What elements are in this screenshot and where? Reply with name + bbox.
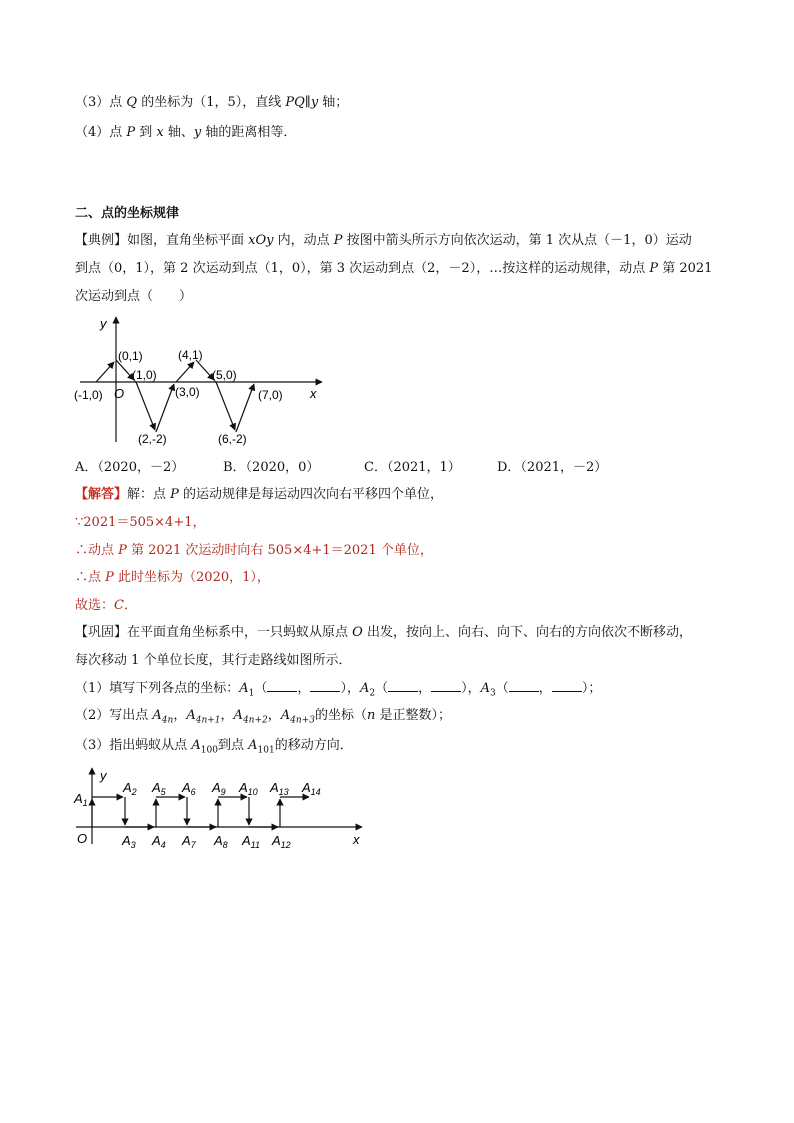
point-label: (1,0) (132, 368, 157, 382)
point-label: $A_1$ (74, 791, 88, 808)
point-label: (5,0) (212, 368, 237, 382)
question-2: （2）写出点 $A_{4n}$，$A_{4n+1}$，$A_{4n+2}$，$A_{4n+3}$的坐标（n 是正整数）； (75, 708, 451, 726)
option-b[interactable]: B．（2020，0） (223, 460, 320, 475)
point-label: $A_{10}$ (239, 780, 258, 797)
svg-text:y: y (100, 768, 107, 783)
solution-line-1: 【解答】解：点 P 的运动规律是每运动四次向右平移四个单位， (75, 487, 444, 502)
point-label: (7,0) (258, 388, 283, 402)
axis-y-label: y (100, 316, 107, 331)
point-label: $A_{12}$ (272, 833, 291, 850)
answer-blank[interactable] (552, 680, 582, 692)
question-1: （1）填写下列各点的坐标：$A_1$（ ， ），$A_2$（ ， ），$A_3$（ ， ）； (75, 681, 602, 699)
option-a[interactable]: A．（2020，－2） (75, 460, 185, 475)
answer-blank[interactable] (509, 680, 539, 692)
example-line-1: 【典例】如图，直角坐标平面 xOy 内，动点 P 按图中箭头所示方向依次运动，第 1 次从点（－1，0）运动 (75, 233, 692, 248)
point-label: $A_9$ (212, 780, 226, 797)
point-label: (4,1) (178, 348, 203, 362)
svg-text:O: O (77, 831, 88, 846)
example-line-2: 到点（0，1），第 2 次运动到点（1，0），第 3 次运动到点（2，－2），…按这样的运动规律，动点 P 第 2021 (75, 261, 713, 276)
point-label: (0,1) (118, 349, 143, 363)
solution-line-5: 故选：C． (75, 598, 137, 613)
point-label: $A_3$ (122, 833, 136, 850)
point-label: $A_{13}$ (270, 780, 289, 797)
section-title: 二、点的坐标规律 (75, 206, 180, 221)
consolidate-line-2: 每次移动 1 个单位长度，其行走路线如图所示． (75, 653, 352, 668)
zigzag-figure (72, 312, 332, 452)
option-c[interactable]: C．（2021，1） (364, 460, 461, 475)
origin-label: O (114, 386, 125, 401)
solution-line-2: ∵2021＝505×4+1， (75, 515, 206, 530)
point-label: (3,0) (175, 385, 200, 399)
point-label: $A_8$ (214, 833, 228, 850)
question-3: （3）指出蚂蚁从点 $A_{100}$到点 $A_{101}$的移动方向． (75, 738, 353, 756)
axis-x-label: x (310, 386, 317, 401)
point-label: $A_7$ (182, 833, 196, 850)
solution-line-3: ∴动点 P 第 2021 次运动时向右 505×4+1＝2021 个单位， (75, 543, 433, 558)
solution-line-4: ∴点 P 此时坐标为（2020，1）， (75, 570, 270, 585)
point-label: $A_2$ (123, 780, 137, 797)
consolidate-line-1: 【巩固】在平面直角坐标系中，一只蚂蚁从原点 O 出发，按向上、向右、向下、向右的方向依次不断移动， (75, 625, 692, 640)
option-d[interactable]: D．（2021，－2） (497, 460, 608, 475)
point-label: $A_5$ (152, 780, 166, 797)
answer-blank[interactable] (388, 680, 418, 692)
answer-blank[interactable] (267, 680, 297, 692)
answer-blank[interactable] (310, 680, 340, 692)
svg-text:x: x (353, 832, 360, 847)
solution-tag: 【解答】 (75, 487, 128, 502)
point-label: $A_{14}$ (302, 780, 321, 797)
point-label: $A_{11}$ (242, 833, 261, 850)
consolidate-tag: 【巩固】 (75, 625, 128, 640)
point-label: (-1,0) (74, 388, 103, 402)
item-4: （4）点 P 到 x 轴、y 轴的距离相等． (75, 125, 297, 140)
example-line-3: 次运动到点（ ） (75, 289, 193, 304)
ant-path-figure (72, 764, 372, 854)
item-3: （3）点 Q 的坐标为（1，5），直线 PQ∥y 轴； (75, 95, 349, 110)
point-label: $A_6$ (182, 780, 196, 797)
point-label: (6,-2) (218, 432, 247, 446)
answer-blank[interactable] (431, 680, 461, 692)
point-label: $A_4$ (152, 833, 166, 850)
example-tag: 【典例】 (75, 233, 128, 248)
point-label: (2,-2) (138, 432, 167, 446)
